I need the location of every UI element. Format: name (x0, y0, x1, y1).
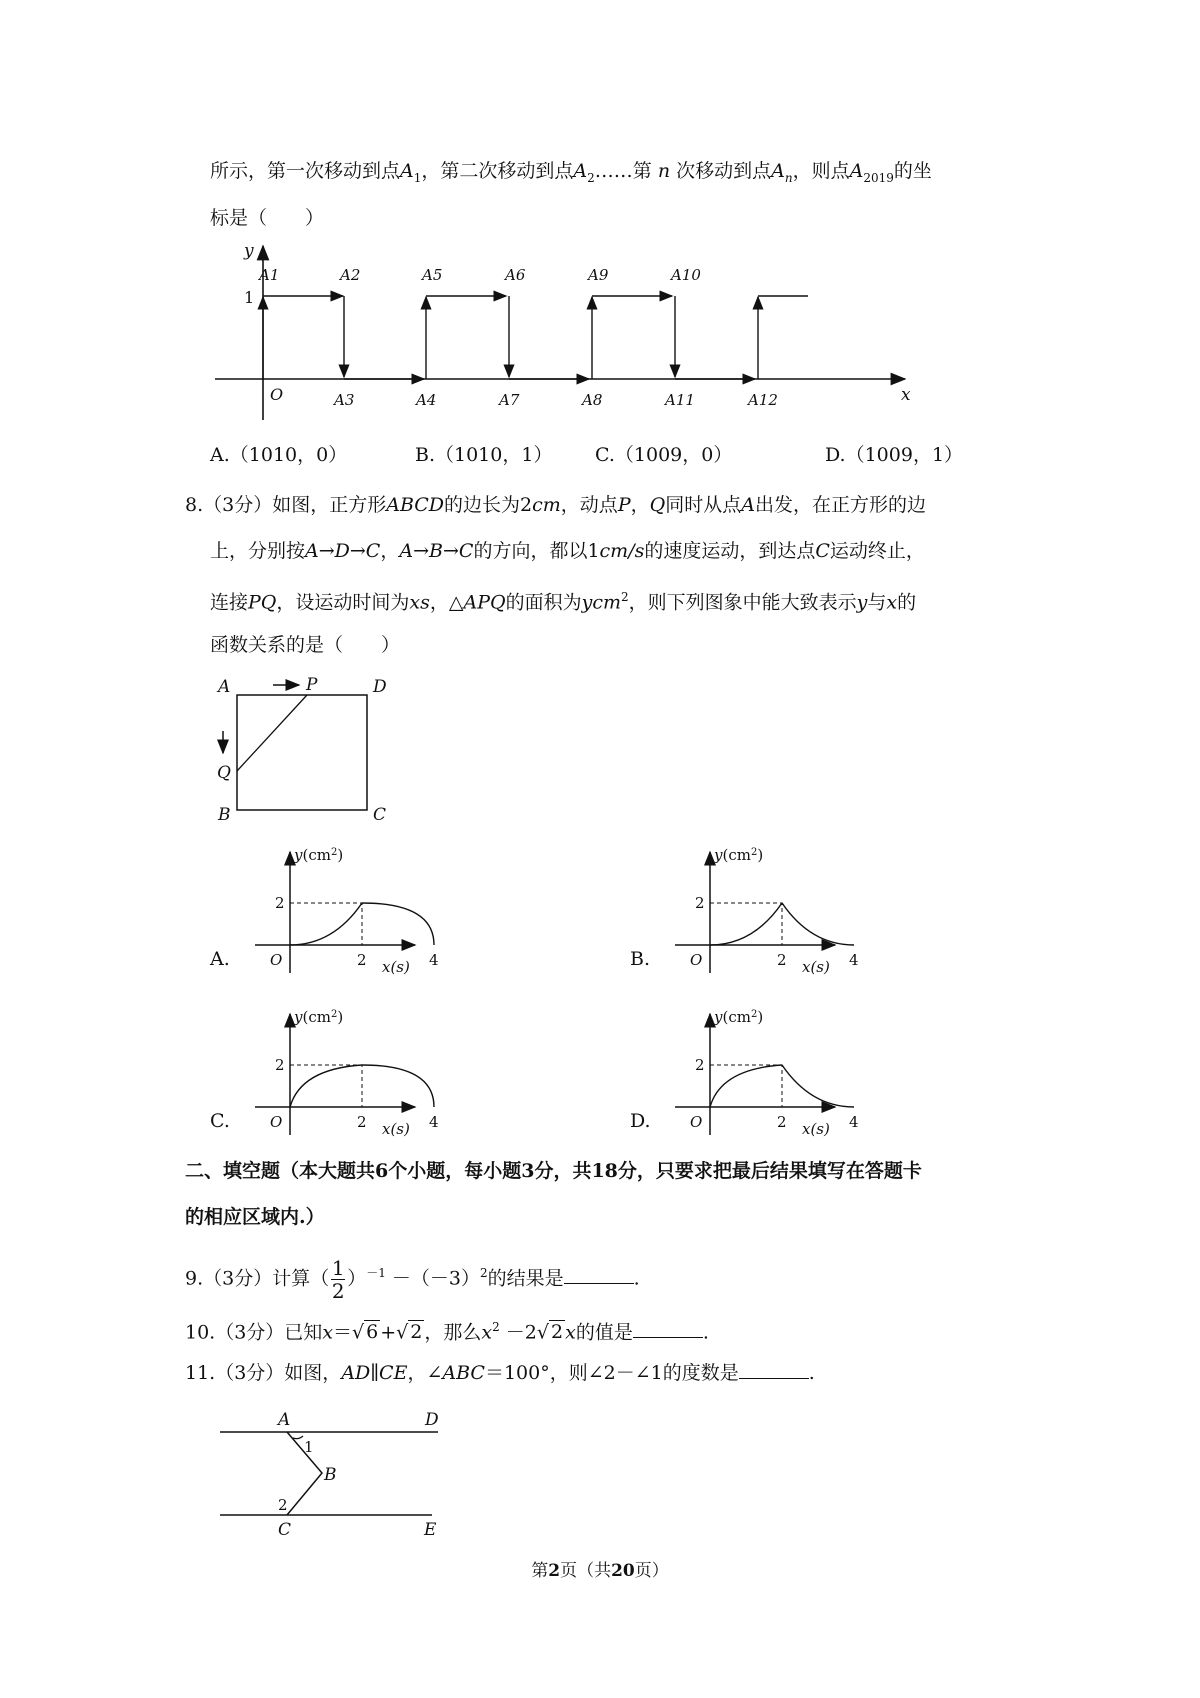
y-tick-2: 2 (695, 1056, 705, 1074)
origin-label: O (270, 951, 283, 969)
curve-fall (782, 1065, 854, 1107)
q8-line3: 连接PQ，设运动时间为xs，△APQ的面积为ycm$^2$，则下列图象中能大致表示y与x的 (210, 590, 917, 614)
section2-heading-line2: 的相应区域内.） (185, 1206, 325, 1228)
label-c: C (373, 805, 387, 825)
tick-1: 1 (244, 288, 255, 307)
point-label-a6: A6 (505, 266, 526, 284)
section2-heading-line1: 二、填空题（本大题共6个小题，每小题3分，共18分，只要求把最后结果填写在答题卡 (185, 1160, 922, 1182)
q7-option-c[interactable]: C.（1009，0） (595, 444, 733, 466)
q7-line2: 标是（ ） (210, 207, 325, 229)
angle-1-label: 1 (304, 1438, 314, 1456)
x-axis-label: x (901, 385, 911, 405)
point-label-a1: A1 (259, 266, 280, 284)
q8-line4: 函数关系的是（ ） (210, 634, 401, 656)
q8-option-c-graph[interactable] (215, 1002, 439, 1142)
y-tick-2: 2 (275, 1056, 285, 1074)
q8-option-d-graph[interactable] (635, 1002, 859, 1142)
angle-2-label: 2 (278, 1496, 288, 1514)
curve-fall (362, 1065, 434, 1107)
q9: 9.（3分）计算（ $\frac{1}{2}$ ）$^{-1} -(-3)^2$的结果是 . (185, 1255, 640, 1303)
fraction-half: $\frac{1}{2}$ (331, 1255, 345, 1303)
x-tick-4: 4 (429, 1113, 439, 1131)
q7-option-d[interactable]: D.（1009，1） (825, 444, 964, 466)
label-d: D (373, 677, 387, 697)
y-tick-2: 2 (695, 894, 705, 912)
label-c: C (278, 1520, 292, 1540)
label-a: A (278, 1410, 291, 1430)
point-label-a2: A2 (340, 266, 361, 284)
label-e: E (424, 1520, 437, 1540)
q8-option-b-graph[interactable] (635, 840, 859, 980)
peak-guide (290, 903, 362, 945)
y-axis-label: $y(cm^2)$ (294, 1008, 344, 1026)
label-b: B (324, 1465, 337, 1485)
point-label-a3: A3 (334, 391, 355, 409)
y-tick-2: 2 (275, 894, 285, 912)
x-tick-4: 4 (849, 951, 859, 969)
y-axis-label: $y(cm^2)$ (294, 846, 344, 864)
square-abcd (237, 695, 367, 810)
point-label-a10: A10 (671, 266, 701, 284)
page-footer: 第2页（共20页） (531, 1561, 669, 1581)
q10: 10.（3分）已知x＝√ 6 +√ 2 ，那么$x^2 -2√$ 2 x的值是 . (185, 1320, 709, 1344)
curve-rise (710, 903, 782, 945)
x-axis-label: x(s) (802, 1120, 830, 1138)
q7-line1: 所示，第一次移动到点$A_1$，第二次移动到点$A_2\dots\dots$第 n 次移动到点$A_n$，则点$A_{2019}$的坐 (210, 160, 932, 185)
point-label-a7: A7 (499, 391, 520, 409)
q11-answer-blank[interactable] (739, 1360, 809, 1379)
q9-answer-blank[interactable] (564, 1265, 634, 1284)
q8-option-d-letter[interactable]: D. (630, 1110, 651, 1132)
point-label-a9: A9 (588, 266, 609, 284)
x-axis-label: x(s) (382, 958, 410, 976)
origin-label: O (270, 1113, 283, 1131)
x-tick-2: 2 (357, 1113, 367, 1131)
q8-line1: 8.（3分）如图，正方形ABCD的边长为2cm，动点P，Q同时从点A出发，在正方形的边 (185, 494, 926, 516)
y-axis-label: y (244, 241, 254, 261)
q8-line2: 上，分别按A→D→C，A→B→C的方向，都以1cm/s的速度运动，到达点C运动终止， (210, 540, 925, 562)
q8-option-c-letter[interactable]: C. (210, 1110, 230, 1132)
point-label-a5: A5 (422, 266, 443, 284)
q7-movement-graph (200, 240, 920, 420)
segment-pq (237, 695, 307, 771)
point-label-a11: A11 (665, 391, 695, 409)
q8-option-b-letter[interactable]: B. (630, 948, 651, 970)
x-axis-label: x(s) (802, 958, 830, 976)
curve-fall (782, 903, 854, 945)
label-p: P (306, 675, 318, 695)
curve-rise (710, 1065, 782, 1107)
q11: 11.（3分）如图，AD∥CE，∠ABC＝100°，则∠2－∠1的度数是 . (185, 1362, 815, 1384)
origin-label: O (690, 1113, 703, 1131)
curve-rise (290, 1065, 362, 1107)
curve-rise (290, 903, 362, 945)
x-tick-4: 4 (849, 1113, 859, 1131)
q7-option-a[interactable]: A.（1010，0） (210, 444, 348, 466)
label-b: B (218, 805, 231, 825)
x-tick-2: 2 (357, 951, 367, 969)
q10-answer-blank[interactable] (633, 1319, 703, 1338)
y-axis-label: $y(cm^2)$ (714, 1008, 764, 1026)
x-axis-label: x(s) (382, 1120, 410, 1138)
point-label-a4: A4 (416, 391, 437, 409)
origin-label: O (270, 385, 284, 404)
label-q: Q (217, 763, 231, 783)
peak-guide (710, 903, 782, 945)
x-tick-4: 4 (429, 951, 439, 969)
q11-parallel-lines-figure (220, 1405, 460, 1540)
point-label-a12: A12 (748, 391, 778, 409)
origin-label: O (690, 951, 703, 969)
y-axis-label: $y(cm^2)$ (714, 846, 764, 864)
curve-fall (362, 903, 434, 945)
label-d: D (425, 1410, 439, 1430)
point-label-a8: A8 (582, 391, 603, 409)
q8-square-figure (215, 675, 395, 825)
angle-1-arc (293, 1436, 303, 1439)
x-tick-2: 2 (777, 1113, 787, 1131)
q8-option-a-letter[interactable]: A. (210, 948, 230, 970)
label-a: A (218, 677, 231, 697)
q8-option-a-graph[interactable] (215, 840, 439, 980)
q7-option-b[interactable]: B.（1010，1） (415, 444, 553, 466)
x-tick-2: 2 (777, 951, 787, 969)
